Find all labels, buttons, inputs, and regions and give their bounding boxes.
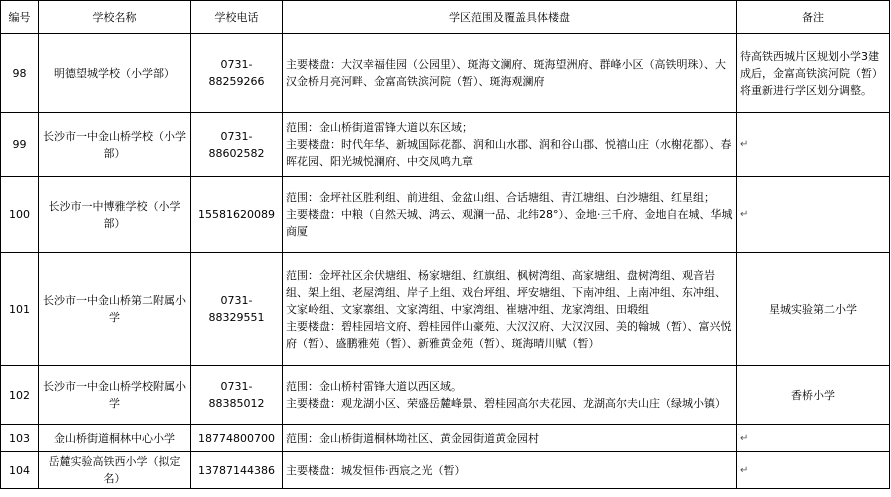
scope-line: 主要楼盘：碧桂园培文府、碧桂园伴山豪苑、大汉汉府、大汉汉园、美的翰城（暂）、富兴悦府（暂）、盛鹏雅苑（暂）、新雅黄金苑（暂）、斑海晴川赋（暂） bbox=[286, 319, 732, 350]
scope-line: 主要楼盘：中粮（自然天城、鸿云、观澜一品、北纬28°）、金地·三千府、金地自在城、华城商厦 bbox=[286, 208, 733, 238]
note: ↵ bbox=[737, 425, 890, 452]
school-phone: 0731-88602582 bbox=[191, 113, 283, 177]
school-name: 岳麓实验高铁西小学（拟定名） bbox=[39, 452, 191, 489]
row-number: 100 bbox=[1, 177, 39, 253]
table-row bbox=[1, 34, 890, 113]
scope-line: 范围：金坪社区胜利组、前进组、金盆山组、合话塘组、青江塘组、白沙塘组、红星组； bbox=[286, 191, 715, 204]
scope-line: 范围：金坪社区余伏塘组、杨家塘组、红旗组、枫树湾组、高家塘组、盘树湾组、观音岩组、架上组、老屋湾组、岸子上组、戏台坪组、坪安塘组、下南冲组、上南冲组、东冲组、文家岭组、文家寨组、文家湾组、中家湾组、崔塘冲组、龙家湾组、田塅组 bbox=[286, 268, 726, 316]
school-phone: 0731-88385012 bbox=[191, 366, 283, 425]
note: ↵ bbox=[737, 452, 890, 489]
table-row bbox=[1, 425, 890, 452]
note: ↵ bbox=[737, 113, 890, 177]
table-row bbox=[1, 366, 890, 425]
row-number: 101 bbox=[1, 253, 39, 366]
school-phone: 15581620089 bbox=[191, 177, 283, 253]
school-phone: 18774800700 bbox=[191, 425, 283, 452]
table-row bbox=[1, 113, 890, 177]
school-name: 长沙市一中金山桥学校（小学部） bbox=[39, 113, 191, 177]
header-school-name: 学校名称 bbox=[39, 1, 191, 34]
school-name: 金山桥街道桐林中心小学 bbox=[39, 425, 191, 452]
scope-line: 范围：金山桥街道雷锋大道以东区域； bbox=[286, 121, 473, 134]
scope-line: 范围：金山桥街道桐林坳社区、黄金园街道黄金园村 bbox=[286, 431, 539, 445]
header-number: 编号 bbox=[1, 1, 39, 34]
district-scope bbox=[283, 113, 737, 177]
district-scope bbox=[283, 177, 737, 253]
school-name: 长沙市一中金山桥学校附属小学 bbox=[39, 366, 191, 425]
table-row bbox=[1, 253, 890, 366]
scope-line: 主要楼盘：大汉幸福佳园（公园里）、斑海文澜府、斑海望洲府、群峰小区（高铁明珠）、大汉金桥月亮河畔、金富高铁滨河院（暂）、斑海观澜府 bbox=[286, 58, 726, 88]
note: 待高铁西城片区规划小学3建成后，金富高铁滨河院（暂）将重新进行学区划分调整。 bbox=[737, 34, 890, 113]
district-scope bbox=[283, 34, 737, 113]
header-school-phone: 学校电话 bbox=[191, 1, 283, 34]
school-phone: 0731-88259266 bbox=[191, 34, 283, 113]
row-number: 104 bbox=[1, 452, 39, 489]
scope-line: 范围：金山桥村雷锋大道以西区域。 bbox=[286, 380, 462, 393]
table-row bbox=[1, 452, 890, 489]
school-phone: 0731-88329551 bbox=[191, 253, 283, 366]
header-row bbox=[1, 1, 890, 34]
district-scope bbox=[283, 425, 737, 452]
row-number: 98 bbox=[1, 34, 39, 113]
table-row bbox=[1, 177, 890, 253]
district-scope bbox=[283, 452, 737, 489]
school-phone: 13787144386 bbox=[191, 452, 283, 489]
scope-line: 主要楼盘：观龙湖小区、荣盛岳麓峰景、碧桂园高尔夫花园、龙湖高尔夫山庄（绿城小镇） bbox=[286, 397, 726, 410]
header-note: 备注 bbox=[737, 1, 890, 34]
school-name: 长沙市一中博雅学校（小学部） bbox=[39, 177, 191, 253]
note: 星城实验第二小学 bbox=[737, 253, 890, 366]
school-name: 长沙市一中金山桥第二附属小学 bbox=[39, 253, 191, 366]
row-number: 99 bbox=[1, 113, 39, 177]
row-number: 103 bbox=[1, 425, 39, 452]
header-district-scope: 学区范围及覆盖具体楼盘 bbox=[283, 1, 737, 34]
scope-line: 主要楼盘：时代年华、新城国际花都、润和山水郡、润和谷山郡、悦禧山庄（水榭花都）、春晖花园、阳光城悦澜府、中交凤鸣九章 bbox=[286, 138, 732, 168]
district-scope bbox=[283, 253, 737, 366]
row-number: 102 bbox=[1, 366, 39, 425]
note: ↵ bbox=[737, 177, 890, 253]
district-scope bbox=[283, 366, 737, 425]
note: 香桥小学 bbox=[737, 366, 890, 425]
school-name: 明德望城学校（小学部） bbox=[39, 34, 191, 113]
scope-line: 主要楼盘：城发恒伟·西宸之光（暂） bbox=[286, 463, 466, 477]
